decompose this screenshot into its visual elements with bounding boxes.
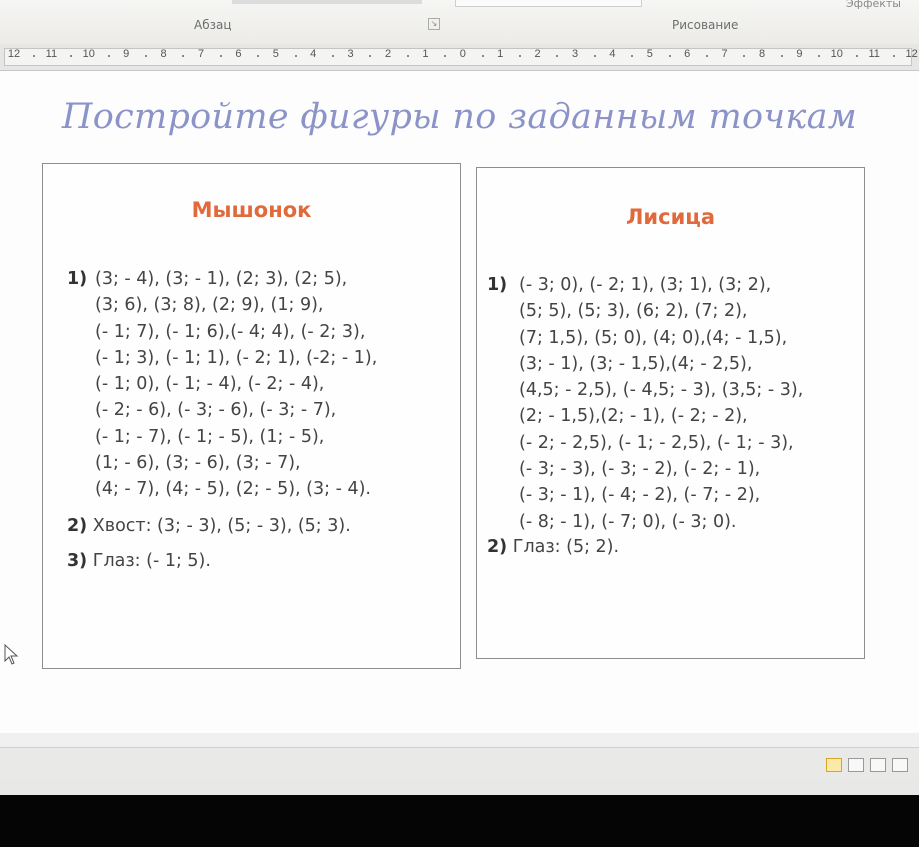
list-number: 2) <box>487 537 508 557</box>
point-line: (- 2; - 2,5), (- 1; - 2,5), (- 1; - 3), <box>519 432 794 453</box>
point-line: (5; 5), (5; 3), (6; 2), (7; 2), <box>519 301 748 322</box>
ruler-tick-label: 0 <box>459 48 466 60</box>
point-line: (- 1; 3), (- 1; 1), (- 2; 1), (-2; - 1), <box>95 347 378 368</box>
ruler-dot <box>519 55 521 57</box>
ruler-tick-label: 9 <box>123 48 130 60</box>
ruler-tick-label: 2 <box>534 48 541 60</box>
ruler-dot <box>70 55 72 57</box>
point-line: (- 3; - 3), (- 3; - 2), (- 2; - 1), <box>519 459 761 480</box>
ruler-tick-label: 11 <box>45 48 58 60</box>
fox-point-lines <box>519 272 803 535</box>
point-line: (4,5; - 2,5), (- 4,5; - 3), (3,5; - 3), <box>519 380 804 401</box>
ruler-tick-label: 12 <box>905 48 918 60</box>
list-number: 3) <box>67 551 88 571</box>
ruler-dot <box>856 55 858 57</box>
page-title: Постройте фигуры по заданным точкам <box>61 97 858 137</box>
ruler-tick-label: 3 <box>347 48 354 60</box>
mouse-tail <box>67 513 351 539</box>
ruler-dot <box>631 55 633 57</box>
ruler-dot <box>108 55 110 57</box>
ruler-dot <box>556 55 558 57</box>
ruler-tick-label: 6 <box>684 48 691 60</box>
ruler-dot <box>669 55 671 57</box>
ruler-tick-label: 9 <box>796 48 803 60</box>
mouse-point-lines <box>95 266 377 503</box>
horizontal-ruler[interactable] <box>0 44 919 71</box>
ruler-dot <box>407 55 409 57</box>
point-line: (2; - 1,5),(2; - 1), (- 2; - 2), <box>519 406 748 427</box>
mouse-card <box>42 163 461 669</box>
list-number: 1) <box>487 275 508 295</box>
mouse-title: Мышонок <box>191 198 312 222</box>
ruler-tick-label: 7 <box>721 48 728 60</box>
ruler-dot <box>369 55 371 57</box>
web-layout-view-icon[interactable] <box>870 758 886 772</box>
document-page[interactable] <box>0 71 919 733</box>
ribbon-group-drawing: Рисование <box>672 18 739 32</box>
point-line: (3; - 1), (3; - 1,5),(4; - 2,5), <box>519 353 753 374</box>
horizontal-scrollbar[interactable] <box>0 733 919 747</box>
fox-card <box>476 167 865 659</box>
print-layout-view-icon[interactable] <box>826 758 842 772</box>
ruler-tick-label: 8 <box>758 48 766 60</box>
ruler-tick-label: 1 <box>422 48 429 60</box>
ruler-dot <box>781 55 783 57</box>
mouse-pointer-icon <box>4 644 20 670</box>
ruler-dot <box>332 55 334 57</box>
ribbon-gallery[interactable] <box>455 0 642 7</box>
ribbon <box>0 0 919 45</box>
full-screen-view-icon[interactable] <box>848 758 864 772</box>
ruler-dot <box>706 55 708 57</box>
point-line: (- 3; - 1), (- 4; - 2), (- 7; - 2), <box>519 485 761 506</box>
ruler-dot <box>220 55 222 57</box>
ruler-tick-label: 12 <box>7 48 21 60</box>
ruler-dot <box>444 55 446 57</box>
dialog-launcher-icon[interactable]: ↘ <box>428 18 440 30</box>
fox-eye <box>487 534 619 560</box>
ruler-tick-label: 7 <box>197 48 205 60</box>
ribbon-fragment <box>232 0 422 4</box>
ruler-tick-label: 8 <box>160 48 167 60</box>
fox-title: Лисица <box>625 205 716 229</box>
point-line: (4; - 7), (4; - 5), (2; - 5), (3; - 4). <box>95 479 371 500</box>
point-line: (- 8; - 1), (- 7; 0), (- 3; 0). <box>519 511 737 532</box>
ruler-tick-label: 10 <box>82 48 95 60</box>
point-line: (- 1; - 7), (- 1; - 5), (1; - 5), <box>95 426 325 447</box>
ruler-tick-label: 4 <box>310 48 317 60</box>
mouse-points-list <box>67 266 457 500</box>
ruler-track <box>4 48 912 66</box>
ruler-tick-label: 4 <box>609 48 616 60</box>
ruler-dot <box>257 55 259 57</box>
ruler-dot <box>818 55 820 57</box>
ruler-dot <box>145 55 147 57</box>
ruler-dot <box>594 55 596 57</box>
ruler-tick-label: 5 <box>272 48 279 60</box>
fox-points-list <box>487 272 862 532</box>
ribbon-effects[interactable]: Эффекты <box>846 0 901 10</box>
ruler-dot <box>743 55 745 57</box>
ruler-tick-label: 3 <box>571 48 579 60</box>
monitor-bezel <box>0 795 919 847</box>
point-line: (7; 1,5), (5; 0), (4; 0),(4; - 1,5), <box>519 327 788 348</box>
outline-view-icon[interactable] <box>892 758 908 772</box>
ruler-tick-label: 10 <box>830 48 843 60</box>
status-bar <box>0 747 919 778</box>
ruler-dot <box>295 55 297 57</box>
ruler-dot <box>33 55 35 57</box>
point-line: (1; - 6), (3; - 6), (3; - 7), <box>95 453 301 474</box>
ruler-tick-label: 5 <box>646 48 653 60</box>
ruler-tick-label: 2 <box>384 48 392 60</box>
mouse-eye <box>67 548 211 574</box>
ruler-tick-label: 6 <box>235 48 242 60</box>
ruler-tick-label: 1 <box>497 48 504 60</box>
ruler-dot <box>482 55 484 57</box>
point-line: (3; - 4), (3; - 1), (2; 3), (2; 5), <box>95 269 348 289</box>
point-line: (- 3; 0), (- 2; 1), (3; 1), (3; 2), <box>519 275 772 295</box>
mouse-eye-text: Глаз: (- 1; 5). <box>92 551 211 571</box>
ribbon-group-paragraph: Абзац <box>194 18 232 32</box>
ruler-dot <box>893 55 895 57</box>
point-line: (- 1; 0), (- 1; - 4), (- 2; - 4), <box>95 374 325 395</box>
ruler-dot <box>182 55 184 57</box>
point-line: (- 1; 7), (- 1; 6),(- 4; 4), (- 2; 3), <box>95 321 366 342</box>
fox-eye-text: Глаз: (5; 2). <box>512 537 620 557</box>
list-number: 1) <box>67 269 88 289</box>
ruler-tick-label: 11 <box>868 48 880 60</box>
point-line: (3; 6), (3; 8), (2; 9), (1; 9), <box>95 295 324 316</box>
point-line: (- 2; - 6), (- 3; - 6), (- 3; - 7), <box>95 400 337 421</box>
mouse-tail-text: Хвост: (3; - 3), (5; - 3), (5; 3). <box>92 516 351 536</box>
list-number: 2) <box>67 516 88 536</box>
